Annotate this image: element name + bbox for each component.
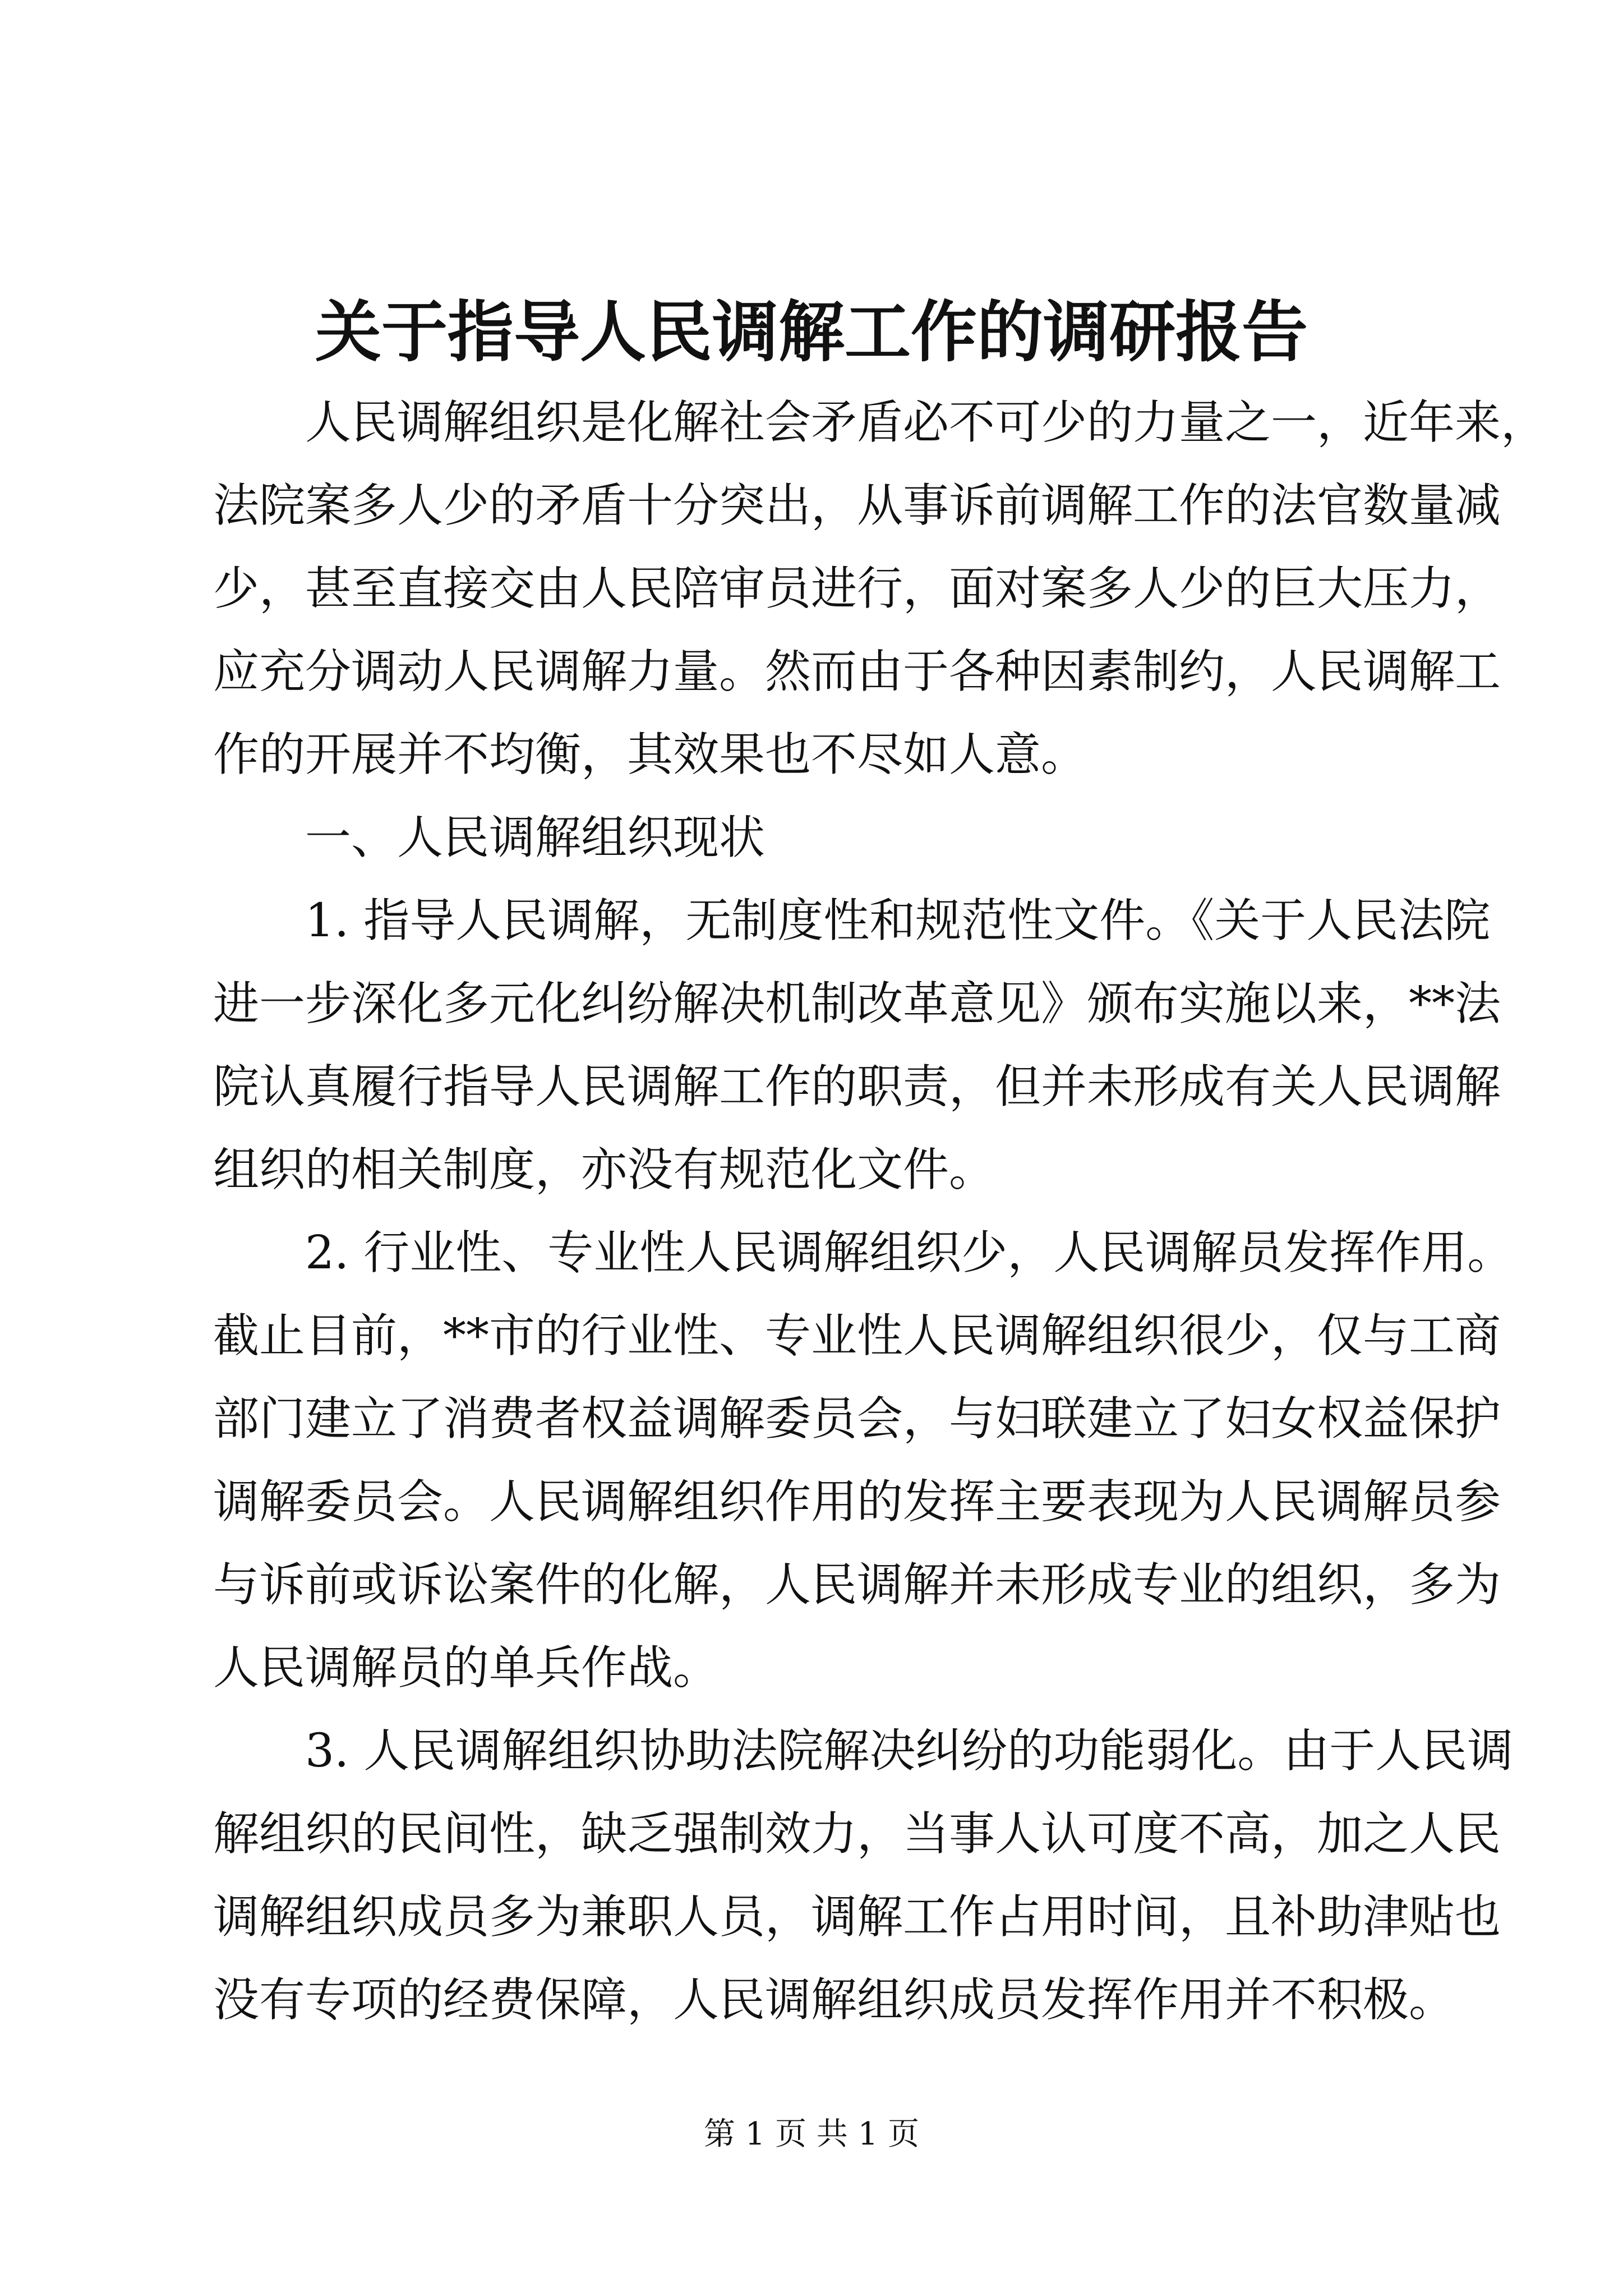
paragraph-item-1 [213,880,1501,1212]
text-line: 少，甚至直接交由人民陪审员进行，面对案多人少的巨大压力， [213,562,1501,615]
text-line: 作的开展并不均衡，其效果也不尽如人意。 [213,728,1087,781]
text-line: 应充分调动人民调解力量。然而由于各种因素制约，人民调解工 [213,645,1501,698]
text-line: 解组织的民间性，缺乏强制效力，当事人认可度不高，加之人民 [213,1807,1501,1861]
text-line: 人民调解员的单兵作战。 [213,1641,720,1695]
text-line: 一、人民调解组织现状 [305,811,766,864]
section-heading [213,797,1418,880]
text-line: 进一步深化多元化纠纷解决机制改革意见》颁布实施以来，**法 [213,977,1501,1030]
text-line: 法院案多人少的矛盾十分突出，从事诉前调解工作的法官数量减 [213,479,1501,532]
document-body [213,381,1547,2042]
paragraph-intro [213,381,1547,797]
text-line: 部门建立了消费者权益调解委员会，与妇联建立了妇女权益保护 [213,1392,1501,1446]
text-line: 与诉前或诉讼案件的化解，人民调解并未形成专业的组织，多为 [213,1558,1501,1612]
text-line: 组织的相关制度，亦没有规范化文件。 [213,1143,995,1197]
text-line: 3. 人民调解组织协助法院解决纠纷的功能弱化。由于人民调 [305,1724,1514,1778]
text-line: 没有专项的经费保障，人民调解组织成员发挥作用并不积极。 [213,1973,1455,2027]
paragraph-item-3 [213,1710,1514,2042]
text-line: 1. 指导人民调解，无制度性和规范性文件。《关于人民法院 [305,894,1491,947]
page-footer: 第 1 页 共 1 页 [703,2116,920,2152]
text-line: 院认真履行指导人民调解工作的职责，但并未形成有关人民调解 [213,1060,1501,1114]
text-line: 截止目前，**市的行业性、专业性人民调解组织很少，仅与工商 [213,1309,1501,1363]
text-line: 2. 行业性、专业性人民调解组织少，人民调解员发挥作用。 [305,1226,1514,1280]
text-line: 调解组织成员多为兼职人员，调解工作占用时间，且补助津贴也 [213,1890,1501,1944]
text-line: 调解委员会。人民调解组织作用的发挥主要表现为人民调解员参 [213,1475,1501,1529]
paragraph-item-2 [213,1212,1514,1710]
document-title: 关于指导人民调解工作的调研报告 [315,293,1308,371]
text-line: 人民调解组织是化解社会矛盾必不可少的力量之一，近年来， [305,396,1547,449]
